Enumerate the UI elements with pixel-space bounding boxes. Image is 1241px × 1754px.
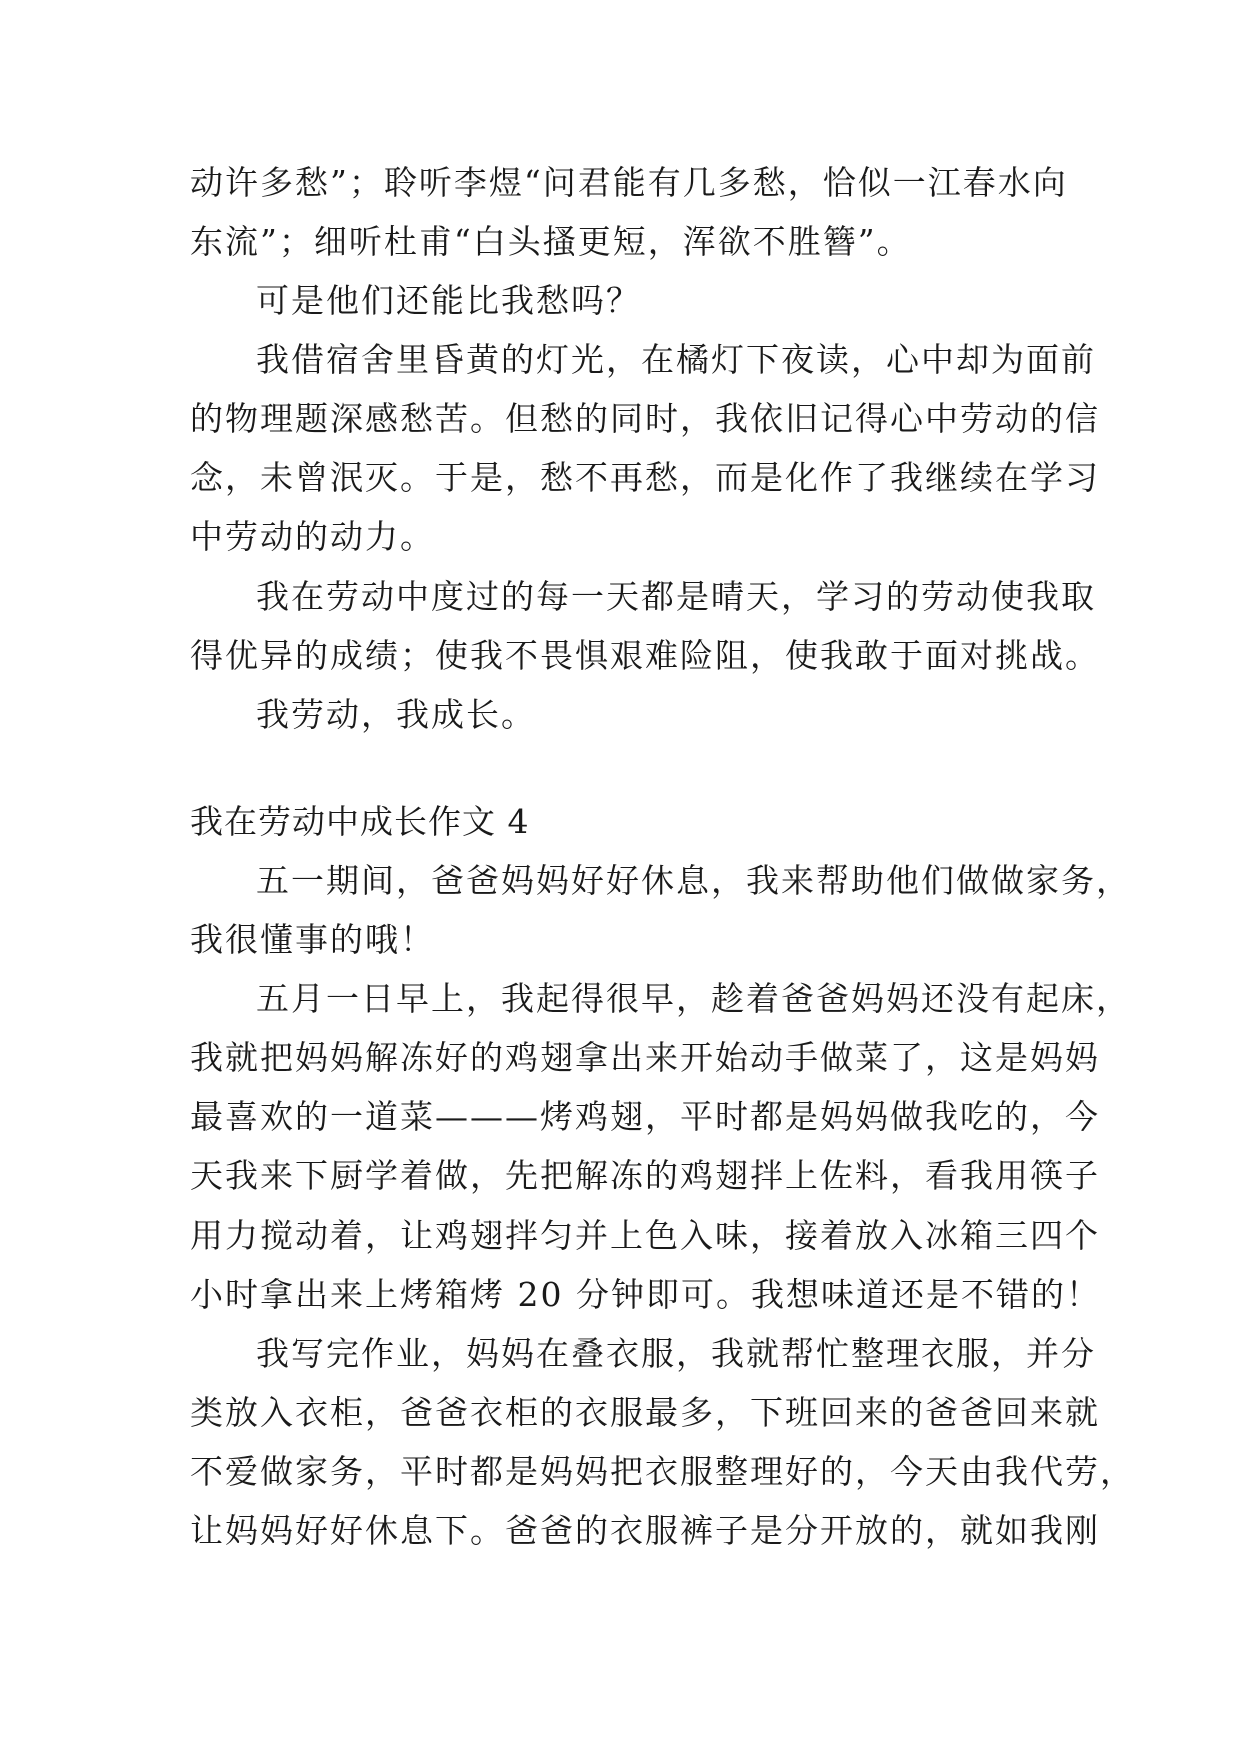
text-line: 小时拿出来上烤箱烤 20 分钟即可。我想味道还是不错的！ — [190, 1275, 1101, 1314]
text-line: 我写完作业，妈妈在叠衣服，我就帮忙整理衣服，并分 — [256, 1334, 1096, 1373]
text-line: 可是他们还能比我愁吗？ — [256, 281, 641, 320]
text-line: 东流”；细听杜甫“白头搔更短，浑欲不胜簪”。 — [190, 222, 912, 261]
text-line: 不爱做家务，平时都是妈妈把衣服整理好的，今天由我代劳， — [190, 1452, 1135, 1491]
section-heading: 我在劳动中成长作文 4 — [190, 802, 530, 841]
text-line: 让妈妈好好休息下。爸爸的衣服裤子是分开放的，就如我刚 — [190, 1511, 1100, 1550]
text-line: 用力搅动着，让鸡翅拌匀并上色入味，接着放入冰箱三四个 — [190, 1216, 1100, 1255]
text-line: 类放入衣柜，爸爸衣柜的衣服最多，下班回来的爸爸回来就 — [190, 1393, 1100, 1432]
text-line: 我很懂事的哦！ — [190, 920, 435, 959]
text-line: 的物理题深感愁苦。但愁的同时，我依旧记得心中劳动的信 — [190, 399, 1100, 438]
text-line: 念，未曾泯灭。于是，愁不再愁，而是化作了我继续在学习 — [190, 458, 1100, 497]
text-line: 我劳动，我成长。 — [256, 695, 536, 734]
text-line: 天我来下厨学着做，先把解冻的鸡翅拌上佐料，看我用筷子 — [190, 1156, 1100, 1195]
text-line: 最喜欢的一道菜———烤鸡翅，平时都是妈妈做我吃的，今 — [190, 1097, 1100, 1136]
text-line: 我就把妈妈解冻好的鸡翅拿出来开始动手做菜了，这是妈妈 — [190, 1038, 1100, 1077]
text-line: 我借宿舍里昏黄的灯光，在橘灯下夜读，心中却为面前 — [256, 340, 1096, 379]
text-line: 中劳动的动力。 — [190, 517, 435, 556]
text-line: 五月一日早上，我起得很早，趁着爸爸妈妈还没有起床， — [256, 979, 1131, 1018]
text-line: 我在劳动中度过的每一天都是晴天，学习的劳动使我取 — [256, 577, 1096, 616]
text-line: 动许多愁”；聆听李煜“问君能有几多愁，恰似一江春水向 — [190, 163, 1068, 202]
text-line: 五一期间，爸爸妈妈好好休息，我来帮助他们做做家务， — [256, 861, 1131, 900]
text-line: 得优异的成绩；使我不畏惧艰难险阻，使我敢于面对挑战。 — [190, 636, 1100, 675]
